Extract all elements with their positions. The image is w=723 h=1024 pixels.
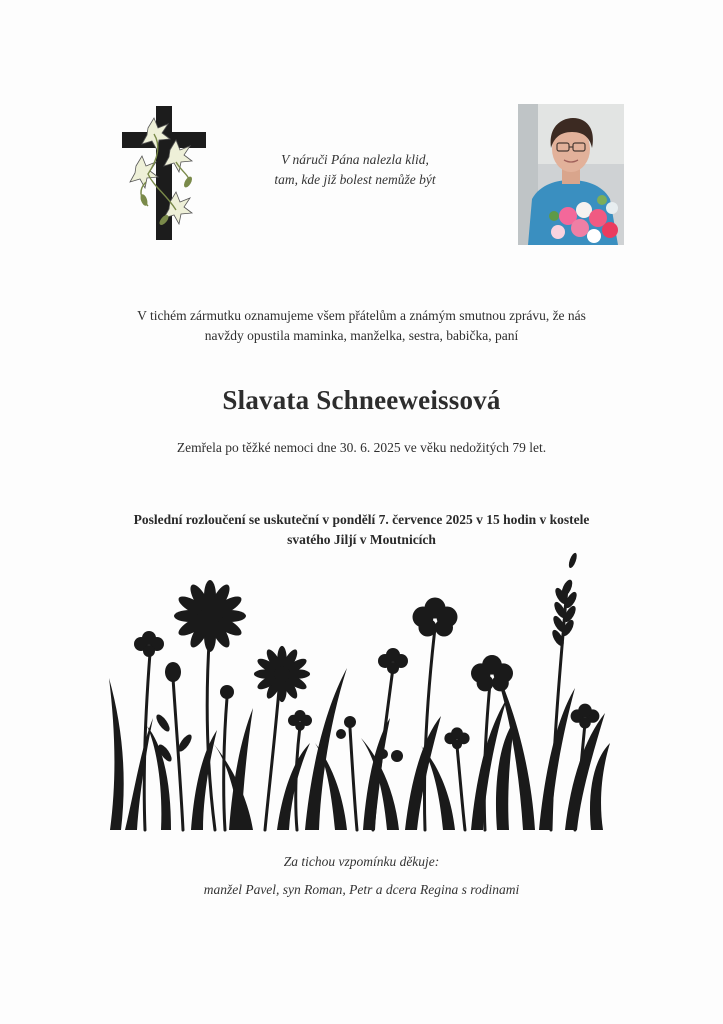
motto xyxy=(225,150,485,190)
funeral-notice xyxy=(60,510,663,550)
intro-line-1: V tichém zármutku oznamujeme všem přátelům a známým smutnou zprávu, že nás xyxy=(137,308,586,323)
funeral-line-2: svatého Jiljí v Moutnicích xyxy=(287,532,436,547)
motto-line-2: tam, kde již bolest nemůže být xyxy=(274,172,436,187)
motto-line-1: V náruči Pána nalezla klid, xyxy=(281,152,429,167)
funeral-line-1: Poslední rozloučení se uskuteční v pondělí 7. července 2025 v 15 hodin v kostele xyxy=(133,512,590,527)
portrait-photo xyxy=(518,104,624,245)
thanks-heading: Za tichou vzpomínku děkuje: xyxy=(283,854,440,869)
death-notice: Zemřela po těžké nemoci dne 30. 6. 2025 ve věku nedožitých 79 let. xyxy=(176,440,547,455)
deceased-name: Slavata Schneeweissová xyxy=(222,385,501,415)
intro-line-2: navždy opustila maminka, manželka, sestra, babička, paní xyxy=(204,328,519,343)
cross-with-lilies-icon xyxy=(118,102,210,242)
intro-text xyxy=(80,306,643,346)
signers: manžel Pavel, syn Roman, Petr a dcera Regina s rodinami xyxy=(203,882,520,897)
meadow-silhouette-icon xyxy=(105,548,615,833)
